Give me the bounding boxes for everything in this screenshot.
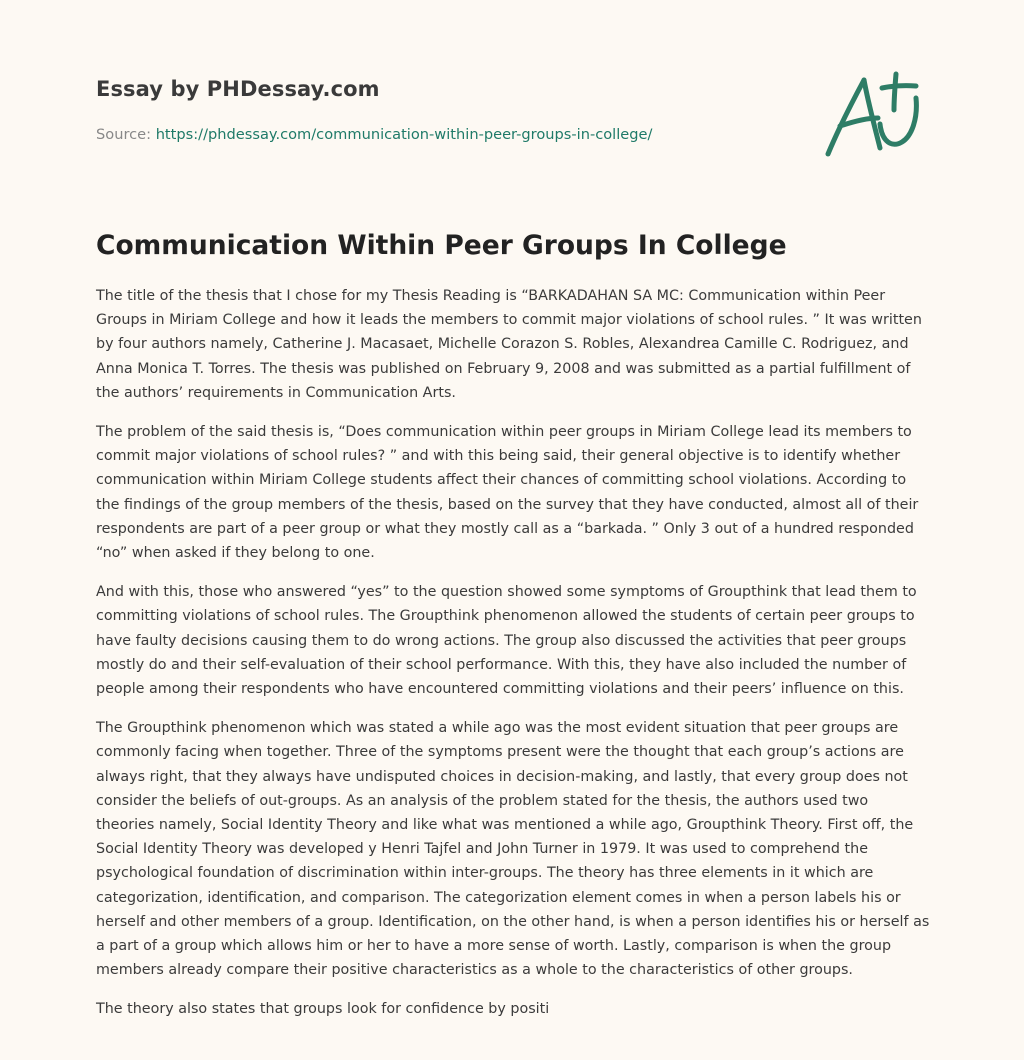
source-link[interactable]: https://phdessay.com/communication-within-peer-groups-in-college/: [155, 126, 653, 143]
source-line: [96, 124, 928, 146]
essay-paragraph: The problem of the said thesis is, “Does communication within peer groups in Miriam College lead its members to commit major violations of school rules? ” and with this being said, their general objective is to identify whether communication within Miriam College students affect their chances of committing school violations. According to the findings of the group members of the thesis, based on the survey that they have conducted, almost all of their respondents are part of a peer group or what they mostly call as a “barkada. ” Only 3 out of a hundred responded “no” when asked if they belong to one.: [96, 424, 919, 562]
essay-paragraph-truncated: The theory also states that groups look for confidence by positi: [96, 1001, 550, 1018]
essay-paragraph: And with this, those who answered “yes” to the question showed some symptoms of Groupthink that lead them to committing violations of school rules. The Groupthink phenomenon allowed the students of certain peer groups to have faulty decisions causing them to do wrong actions. The group also discussed the activities that peer groups mostly do and their self-evaluation of their school performance. With this, they have also included the number of people among their respondents who have encountered committing violations and their peers’ influence on this.: [96, 584, 917, 698]
page-title: Communication Within Peer Groups In College: [96, 230, 787, 261]
source-label: Source:: [96, 126, 152, 143]
page-header: [96, 74, 928, 194]
brand-title: Essay by PHDessay.com: [96, 77, 380, 101]
essay-paragraph: The Groupthink phenomenon which was stated a while ago was the most evident situation that peer groups are commonly facing when together. Three of the symptoms present were the thought that each group’s actions are always right, that they always have undisputed choices in decision-making, and lastly, that every group does not consider the beliefs of out-groups. As an analysis of the problem stated for the thesis, the authors used two theories namely, Social Identity Theory and like what was mentioned a while ago, Groupthink Theory. First off, the Social Identity Theory was developed y Henri Tajfel and John Turner in 1979. It was used to comprehend the psychological foundation of discrimination within inter-groups. The theory has three elements in it which are categorization, identification, and comparison. The categorization element comes in when a person labels his or herself and other members of a group. Identification, on the other hand, is when a person identifies his or herself as a part of a group which allows him or her to have a more sense of worth. Lastly, comparison is when the group members already compare their positive characteristics as a whole to the characteristics of other groups.: [96, 720, 930, 979]
essay-paragraph: The title of the thesis that I chose for my Thesis Reading is “BARKADAHAN SA MC: Communication within Peer Groups in Miriam College and how it leads the members to commit major violations of school rules. ” It was written by four authors namely, Catherine J. Macasaet, Michelle Corazon S. Robles, Alexandrea Camille C. Rodriguez, and Anna Monica T. Torres. The thesis was published on February 9, 2008 and was submitted as a partial fulfillment of the authors’ requirements in Communication Arts.: [96, 288, 922, 401]
essay-body: [96, 284, 930, 1037]
a-plus-logo-icon: [824, 68, 924, 164]
